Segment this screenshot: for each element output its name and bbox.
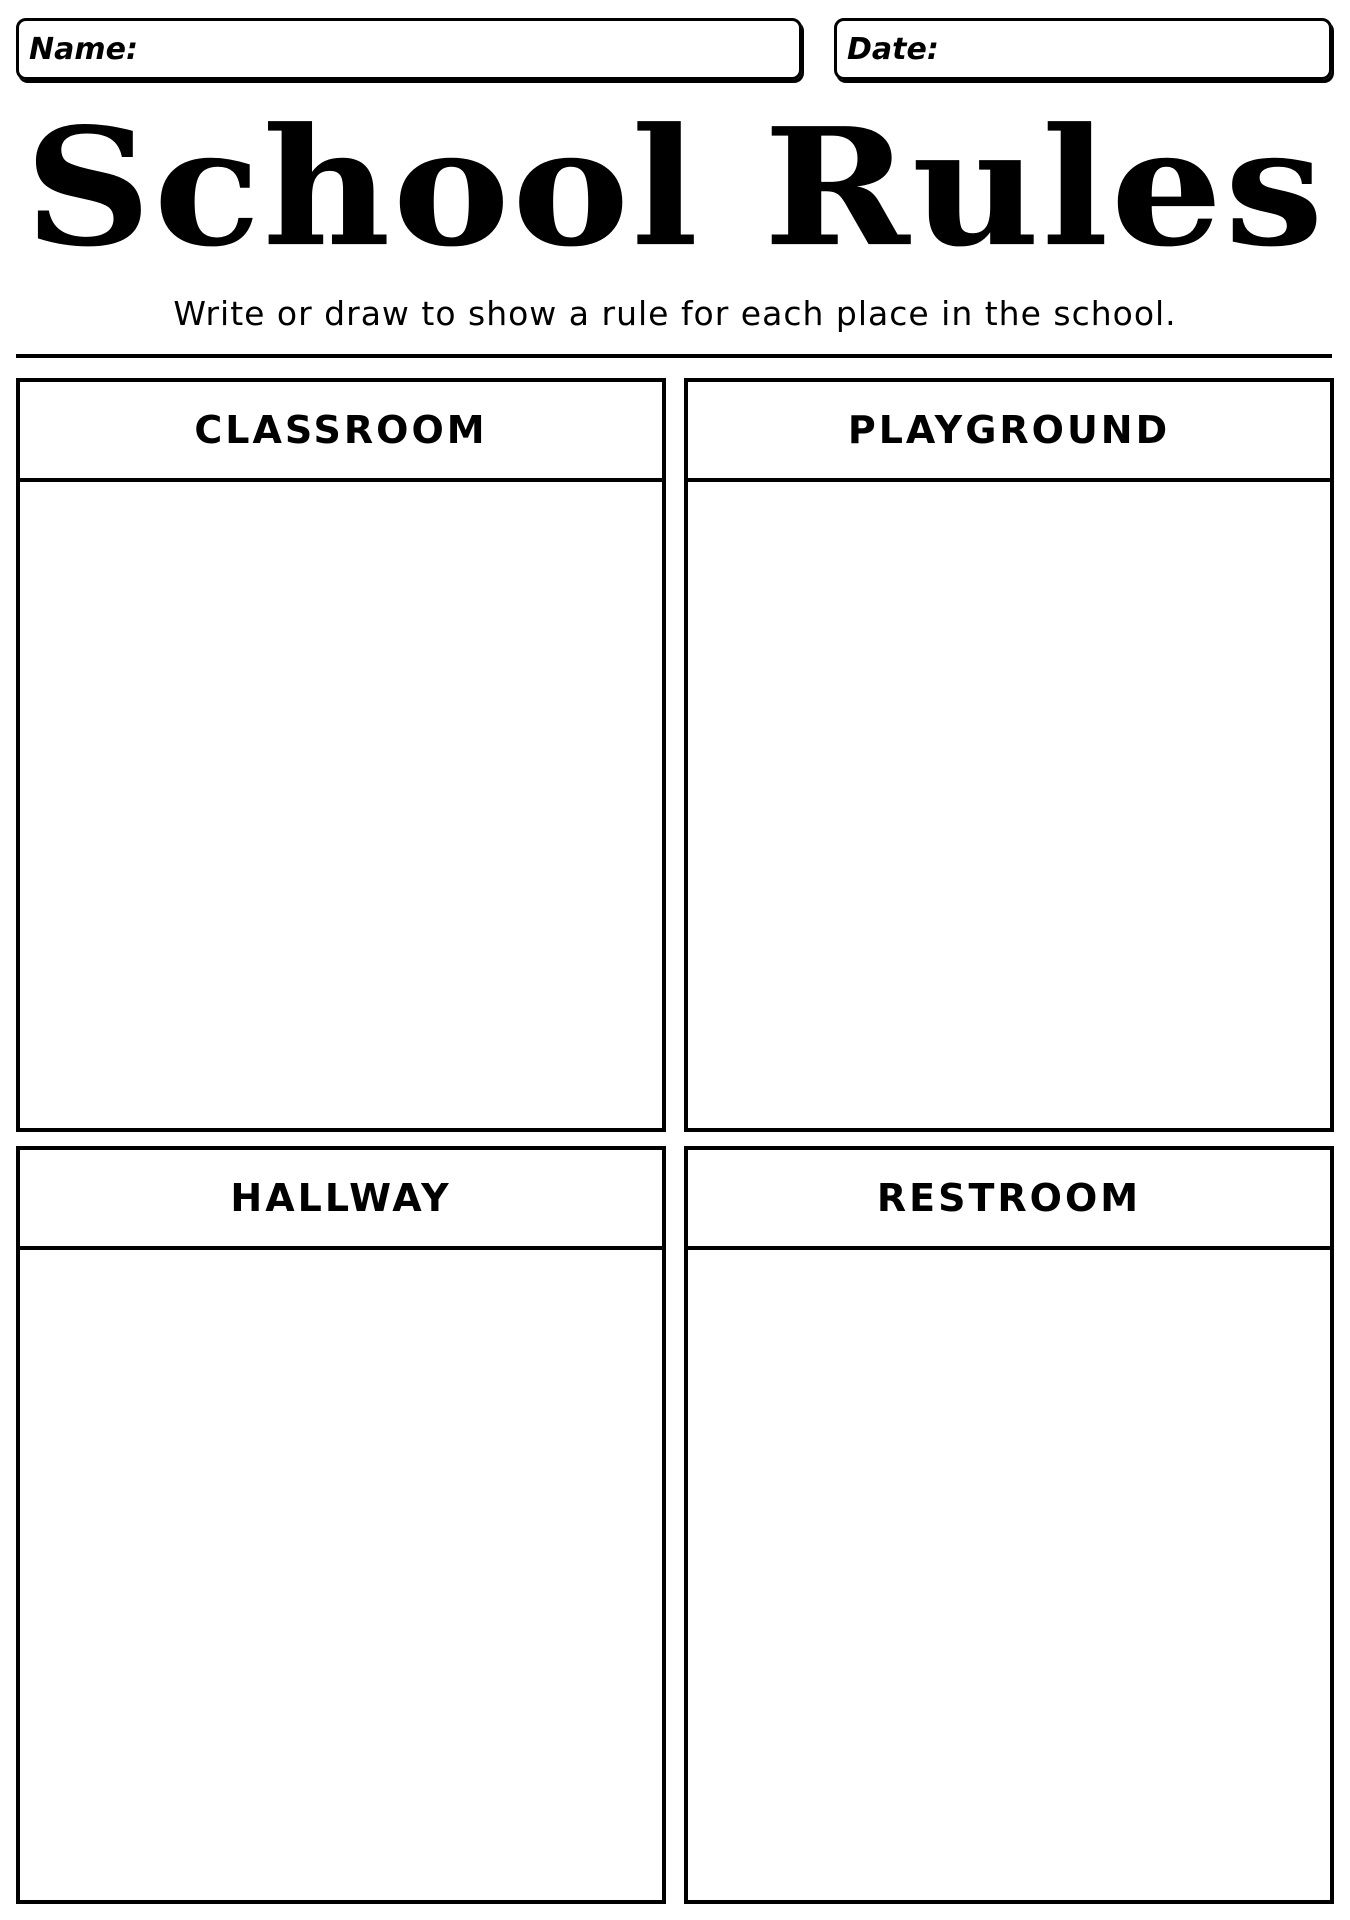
classroom-box bbox=[16, 378, 666, 1132]
date-field[interactable] bbox=[834, 18, 1332, 80]
playground-box bbox=[684, 378, 1334, 1132]
page-title: School Rules bbox=[24, 92, 1326, 283]
restroom-box bbox=[684, 1146, 1334, 1904]
date-label: Date: bbox=[847, 31, 939, 67]
hallway-heading: HALLWAY bbox=[20, 1150, 662, 1250]
name-label: Name: bbox=[29, 31, 138, 67]
classroom-answer-area[interactable] bbox=[20, 482, 662, 1128]
restroom-answer-area[interactable] bbox=[688, 1250, 1330, 1900]
divider bbox=[16, 354, 1332, 358]
restroom-heading: RESTROOM bbox=[688, 1150, 1330, 1250]
instructions: Write or draw to show a rule for each place in the school. bbox=[173, 294, 1177, 333]
hallway-answer-area[interactable] bbox=[20, 1250, 662, 1900]
name-field[interactable] bbox=[16, 18, 802, 80]
classroom-heading: CLASSROOM bbox=[20, 382, 662, 482]
playground-answer-area[interactable] bbox=[688, 482, 1330, 1128]
hallway-box bbox=[16, 1146, 666, 1904]
playground-heading: PLAYGROUND bbox=[688, 382, 1330, 482]
